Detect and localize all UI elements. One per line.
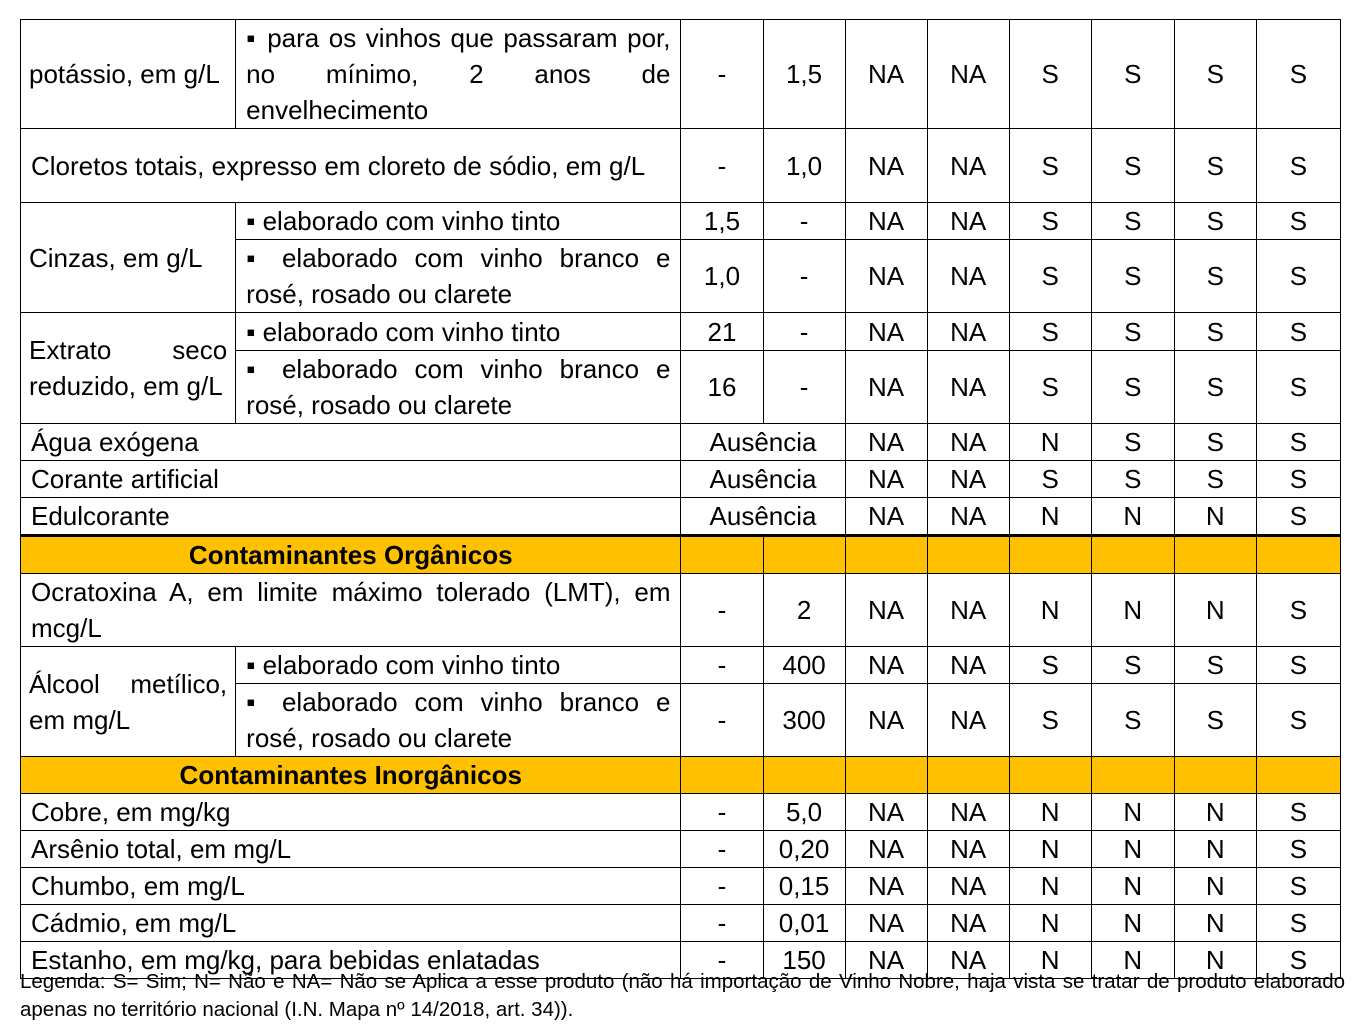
status-cell: S xyxy=(1174,424,1256,461)
status-cell: NA xyxy=(845,574,927,647)
status-cell: N xyxy=(1009,942,1091,979)
status-cell: S xyxy=(1256,794,1340,831)
status-cell: S xyxy=(1174,351,1256,424)
limit-max: - xyxy=(763,203,845,240)
status-cell: N xyxy=(1174,942,1256,979)
status-cell: NA xyxy=(927,461,1009,498)
status-cell: S xyxy=(1091,351,1174,424)
row-description: ▪ elaborado com vinho tinto xyxy=(236,313,681,351)
status-cell: NA xyxy=(845,942,927,979)
status-cell: NA xyxy=(927,942,1009,979)
row-description: ▪ elaborado com vinho branco e rosé, rosado ou clarete xyxy=(236,240,681,313)
limit-max: 5,0 xyxy=(763,794,845,831)
row-label: Edulcorante xyxy=(21,498,681,536)
row-label: Cinzas, em g/L xyxy=(21,203,236,313)
status-cell: NA xyxy=(845,240,927,313)
limit-min: - xyxy=(681,574,763,647)
status-cell: NA xyxy=(845,684,927,757)
table-row xyxy=(21,498,1341,536)
status-cell: NA xyxy=(927,794,1009,831)
status-cell: S xyxy=(1256,905,1340,942)
status-cell: N xyxy=(1009,868,1091,905)
limit-max: 2 xyxy=(763,574,845,647)
status-cell: NA xyxy=(845,203,927,240)
status-cell: N xyxy=(1174,794,1256,831)
status-cell: N xyxy=(1009,498,1091,536)
status-cell: S xyxy=(1174,203,1256,240)
status-cell: NA xyxy=(845,647,927,684)
status-cell: S xyxy=(1009,313,1091,351)
limit-max: 0,20 xyxy=(763,831,845,868)
status-cell: S xyxy=(1174,461,1256,498)
row-description: ▪ elaborado com vinho branco e rosé, rosado ou clarete xyxy=(236,351,681,424)
limit-value: Ausência xyxy=(681,424,845,461)
limit-max: 300 xyxy=(763,684,845,757)
status-cell: S xyxy=(1009,129,1091,203)
status-cell: NA xyxy=(845,129,927,203)
status-cell: S xyxy=(1174,684,1256,757)
status-cell: S xyxy=(1091,684,1174,757)
status-cell: N xyxy=(1091,905,1174,942)
status-cell: S xyxy=(1256,868,1340,905)
status-cell: N xyxy=(1091,831,1174,868)
status-cell: S xyxy=(1009,684,1091,757)
status-cell: NA xyxy=(927,905,1009,942)
limit-value: Ausência xyxy=(681,498,845,536)
status-cell: S xyxy=(1009,240,1091,313)
limit-min: - xyxy=(681,794,763,831)
status-cell: NA xyxy=(927,351,1009,424)
status-cell: S xyxy=(1256,20,1340,129)
limit-max: 150 xyxy=(763,942,845,979)
status-cell: S xyxy=(1091,424,1174,461)
status-cell: S xyxy=(1256,351,1340,424)
limit-min: - xyxy=(681,129,763,203)
status-cell: N xyxy=(1009,831,1091,868)
table-row xyxy=(21,574,1341,647)
status-cell: S xyxy=(1174,240,1256,313)
status-cell: N xyxy=(1009,574,1091,647)
status-cell: NA xyxy=(845,20,927,129)
status-cell: S xyxy=(1256,129,1340,203)
status-cell: NA xyxy=(927,240,1009,313)
status-cell: NA xyxy=(845,461,927,498)
status-cell: S xyxy=(1174,20,1256,129)
row-description: ▪ elaborado com vinho tinto xyxy=(236,203,681,240)
limit-max: - xyxy=(763,240,845,313)
section-header xyxy=(21,757,1341,794)
status-cell: NA xyxy=(927,20,1009,129)
status-cell: NA xyxy=(845,351,927,424)
table-row xyxy=(21,831,1341,868)
status-cell: N xyxy=(1091,574,1174,647)
table-row xyxy=(21,129,1341,203)
table-row xyxy=(21,313,1341,351)
table-row xyxy=(21,868,1341,905)
limit-min: 1,0 xyxy=(681,240,763,313)
status-cell: S xyxy=(1091,313,1174,351)
status-cell: N xyxy=(1091,498,1174,536)
limit-max: 1,5 xyxy=(763,20,845,129)
limit-max: 0,01 xyxy=(763,905,845,942)
table-row xyxy=(21,647,1341,684)
row-label: Cádmio, em mg/L xyxy=(21,905,681,942)
row-description: ▪ elaborado com vinho tinto xyxy=(236,647,681,684)
status-cell: N xyxy=(1174,498,1256,536)
row-label: Água exógena xyxy=(21,424,681,461)
status-cell: NA xyxy=(845,498,927,536)
row-description: ▪ elaborado com vinho branco e rosé, rosado ou clarete xyxy=(236,684,681,757)
limit-min: - xyxy=(681,905,763,942)
status-cell: S xyxy=(1091,20,1174,129)
status-cell: S xyxy=(1009,461,1091,498)
table-row xyxy=(21,794,1341,831)
limit-min: - xyxy=(681,868,763,905)
status-cell: S xyxy=(1256,240,1340,313)
status-cell: S xyxy=(1009,647,1091,684)
status-cell: S xyxy=(1009,20,1091,129)
status-cell: NA xyxy=(845,313,927,351)
status-cell: NA xyxy=(927,498,1009,536)
limit-min: 16 xyxy=(681,351,763,424)
status-cell: NA xyxy=(927,831,1009,868)
status-cell: N xyxy=(1009,424,1091,461)
status-cell: NA xyxy=(927,868,1009,905)
section-title: Contaminantes Orgânicos xyxy=(21,536,681,574)
status-cell: N xyxy=(1091,942,1174,979)
row-label: Álcool metílico, em mg/L xyxy=(21,647,236,757)
status-cell: S xyxy=(1009,351,1091,424)
row-label: Ocratoxina A, em limite máximo tolerado (LMT), em mcg/L xyxy=(21,574,681,647)
limit-min: - xyxy=(681,684,763,757)
status-cell: S xyxy=(1256,942,1340,979)
row-label: Arsênio total, em mg/L xyxy=(21,831,681,868)
status-cell: NA xyxy=(927,424,1009,461)
status-cell: S xyxy=(1174,313,1256,351)
status-cell: NA xyxy=(845,424,927,461)
status-cell: NA xyxy=(927,574,1009,647)
limit-min: - xyxy=(681,831,763,868)
status-cell: S xyxy=(1256,498,1340,536)
status-cell: S xyxy=(1256,313,1340,351)
status-cell: NA xyxy=(927,684,1009,757)
limit-min: - xyxy=(681,647,763,684)
section-header xyxy=(21,536,1341,574)
limit-min: 1,5 xyxy=(681,203,763,240)
status-cell: S xyxy=(1256,831,1340,868)
status-cell: S xyxy=(1091,240,1174,313)
status-cell: NA xyxy=(927,313,1009,351)
row-label: Cloretos totais, expresso em cloreto de sódio, em g/L xyxy=(21,129,681,203)
limit-min: - xyxy=(681,942,763,979)
status-cell: N xyxy=(1091,794,1174,831)
limit-min: 21 xyxy=(681,313,763,351)
status-cell: N xyxy=(1174,831,1256,868)
table-row xyxy=(21,905,1341,942)
row-label: Chumbo, em mg/L xyxy=(21,868,681,905)
status-cell: S xyxy=(1174,647,1256,684)
status-cell: S xyxy=(1256,647,1340,684)
row-label: Estanho, em mg/kg, para bebidas enlatadas xyxy=(21,942,681,979)
row-label: Extrato seco reduzido, em g/L xyxy=(21,313,236,424)
limit-min: - xyxy=(681,20,763,129)
status-cell: NA xyxy=(927,647,1009,684)
limit-max: - xyxy=(763,351,845,424)
status-cell: S xyxy=(1091,461,1174,498)
status-cell: S xyxy=(1256,574,1340,647)
status-cell: S xyxy=(1091,203,1174,240)
status-cell: NA xyxy=(845,831,927,868)
status-cell: S xyxy=(1256,684,1340,757)
status-cell: N xyxy=(1009,794,1091,831)
table-row xyxy=(21,424,1341,461)
status-cell: N xyxy=(1009,905,1091,942)
status-cell: S xyxy=(1009,203,1091,240)
row-label: Cobre, em mg/kg xyxy=(21,794,681,831)
limit-max: 0,15 xyxy=(763,868,845,905)
status-cell: NA xyxy=(927,203,1009,240)
limit-max: 1,0 xyxy=(763,129,845,203)
status-cell: NA xyxy=(845,905,927,942)
table-row xyxy=(21,20,1341,129)
status-cell: NA xyxy=(927,129,1009,203)
row-label: Corante artificial xyxy=(21,461,681,498)
status-cell: S xyxy=(1091,129,1174,203)
status-cell: N xyxy=(1091,868,1174,905)
row-description: ▪ para os vinhos que passaram por, no mínimo, 2 anos de envelhecimento xyxy=(236,20,681,129)
table-legend: Legenda: S= Sim; N= Não e NA= Não se Aplica a esse produto (não há importação de Vinho Nobre, haja vista se tratar de produto elaborado apenas no território nacional (I.N. Mapa nº 14/2018, art. 34)). xyxy=(20,970,1345,1021)
table-row xyxy=(21,203,1341,240)
status-cell: N xyxy=(1174,868,1256,905)
limit-max: - xyxy=(763,313,845,351)
limit-max: 400 xyxy=(763,647,845,684)
limit-value: Ausência xyxy=(681,461,845,498)
row-label: potássio, em g/L xyxy=(21,20,236,129)
status-cell: S xyxy=(1256,461,1340,498)
table-row xyxy=(21,461,1341,498)
status-cell: NA xyxy=(845,868,927,905)
status-cell: S xyxy=(1256,424,1340,461)
status-cell: S xyxy=(1256,203,1340,240)
status-cell: N xyxy=(1174,574,1256,647)
status-cell: NA xyxy=(845,794,927,831)
status-cell: S xyxy=(1174,129,1256,203)
wine-standards-table xyxy=(20,19,1341,979)
status-cell: S xyxy=(1091,647,1174,684)
status-cell: N xyxy=(1174,905,1256,942)
section-title: Contaminantes Inorgânicos xyxy=(21,757,681,794)
